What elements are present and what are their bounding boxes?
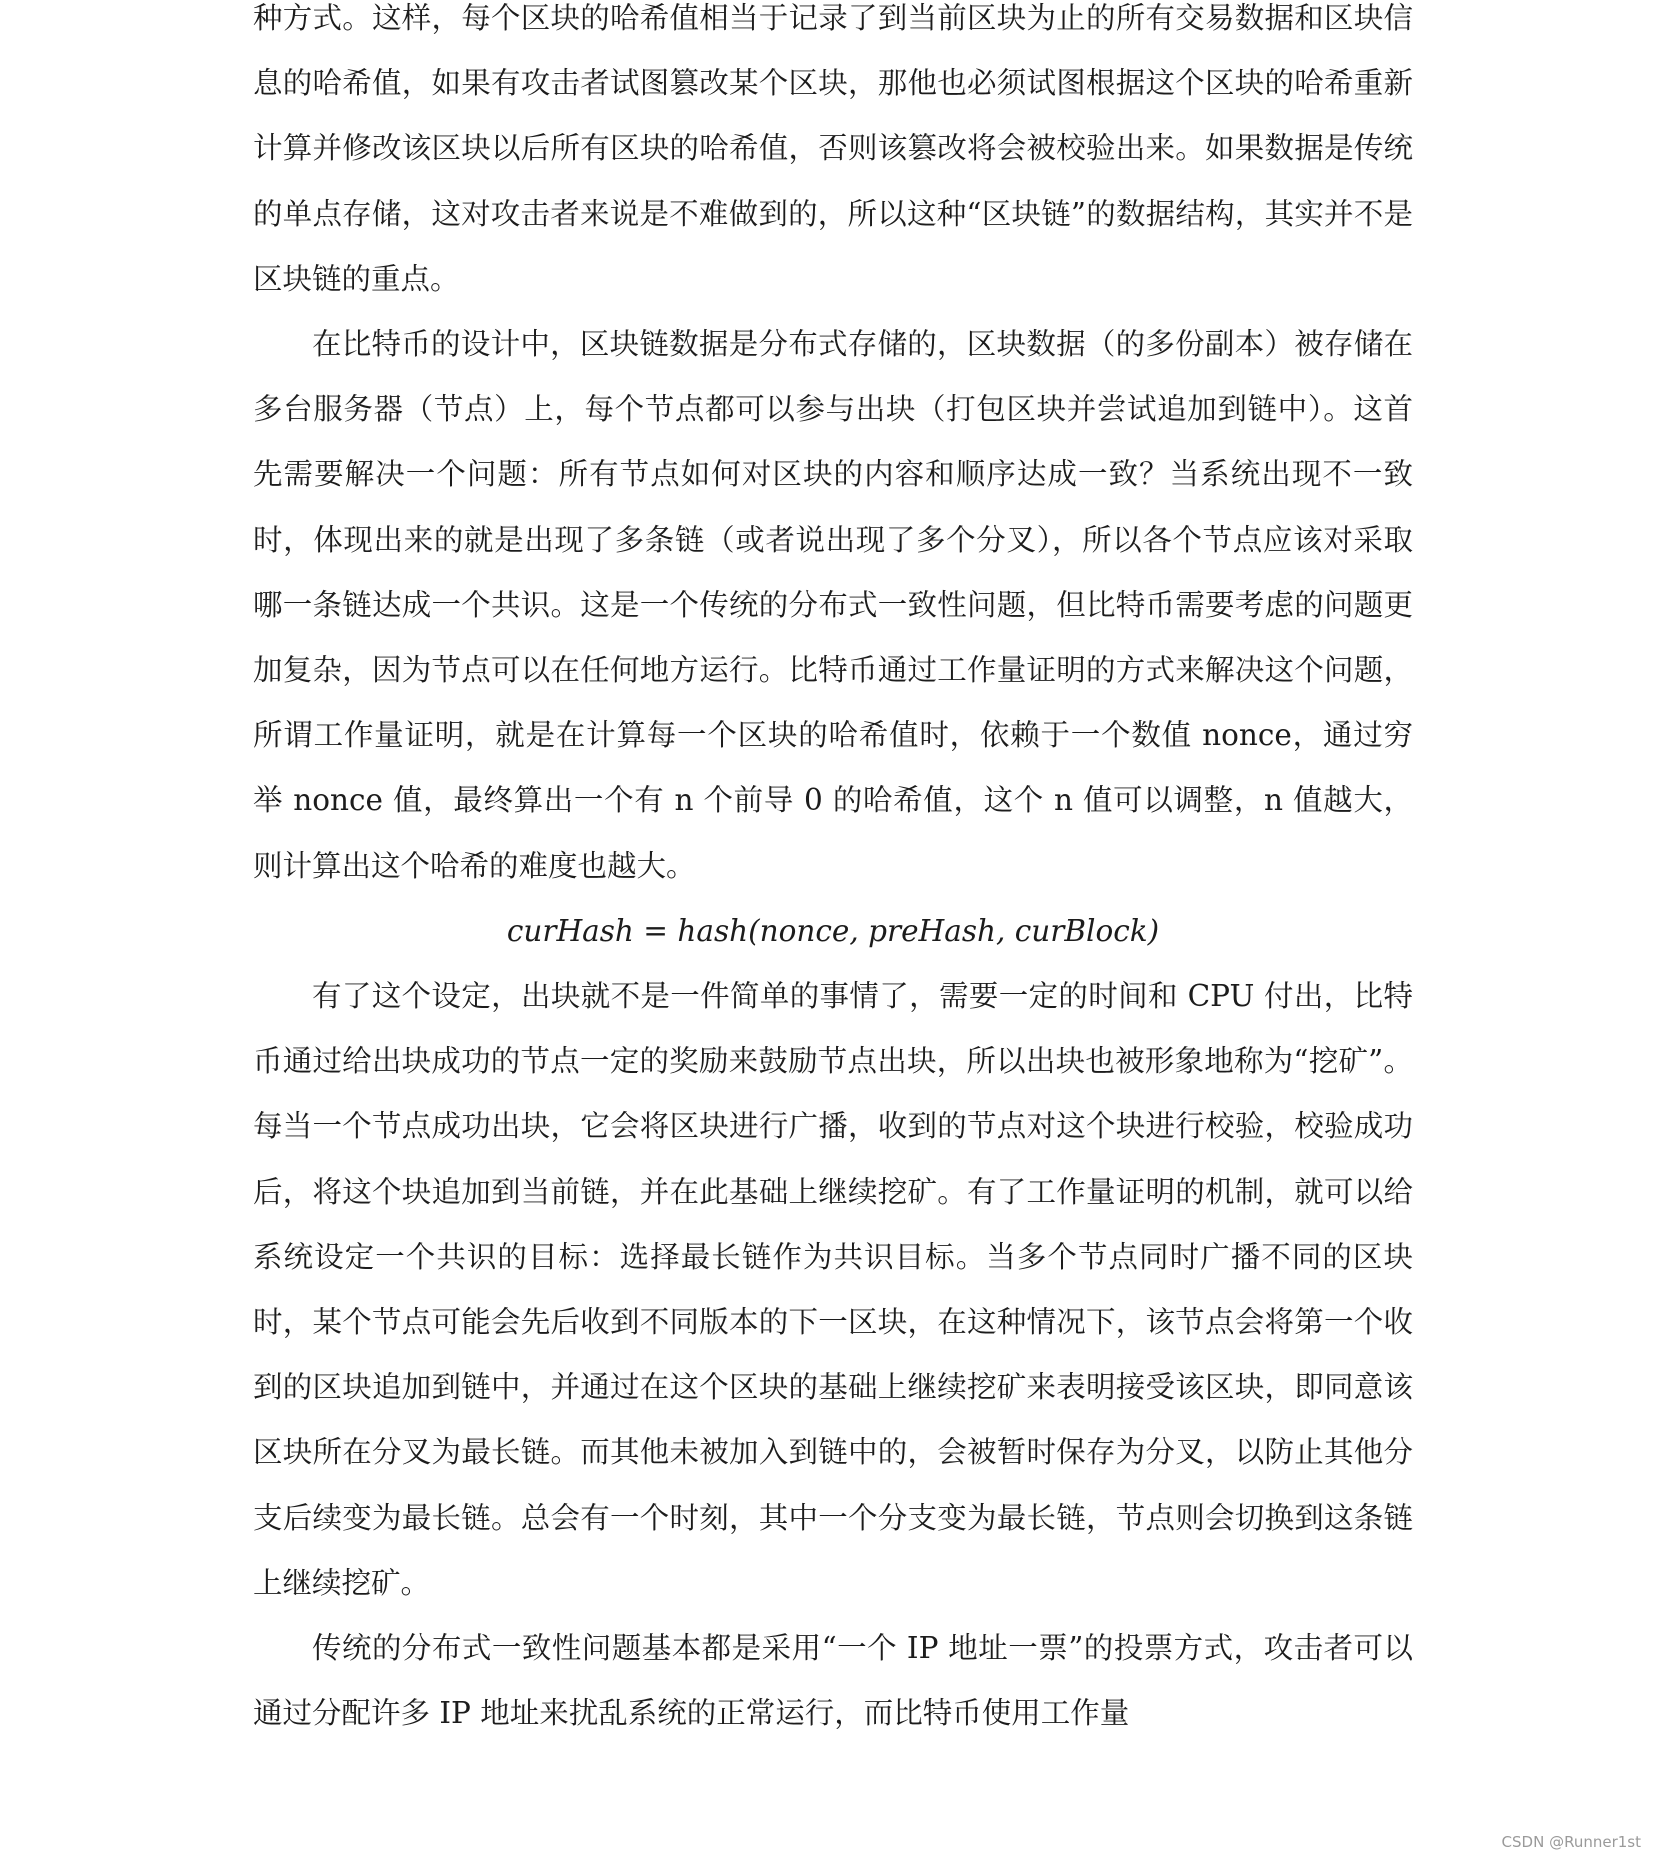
paragraph-proof-of-work: 在比特币的设计中，区块链数据是分布式存储的，区块数据（的多份副本）被存储在多台服务器（节点）上，每个节点都可以参与出块（打包区块并尝试追加到链中）。这首先需要解决一个问题：所有节点如何对区块的内容和顺序达成一致？当系统出现不一致时，体现出来的就是出现了多条链（或者说出现了多个分叉），所以各个节点应该对采取哪一条链达成一个共识。这是一个传统的分布式一致性问题，但比特币需要考虑的问题更加复杂，因为节点可以在任何地方运行。比特币通过工作量证明的方式来解决这个问题，所谓工作量证明，就是在计算每一个区块的哈希值时，依赖于一个数值 nonce，通过穷举 nonce 值，最终算出一个有 n 个前导 0 的哈希值，这个 n 值可以调整，n 值越大，则计算出这个哈希的难度也越大。 — [253, 327, 1413, 883]
paragraph-hash-chain: 种方式。这样，每个区块的哈希值相当于记录了到当前区块为止的所有交易数据和区块信息的哈希值，如果有攻击者试图篡改某个区块，那他也必须试图根据这个区块的哈希重新计算并修改该区块以后所有区块的哈希值，否则该篡改将会被校验出来。如果数据是传统的单点存储，这对攻击者来说是不难做到的，所以这种“区块链”的数据结构，其实并不是区块链的重点。 — [253, 1, 1413, 296]
hash-equation: curHash = hash(nonce, preHash, curBlock) — [506, 913, 1160, 948]
csdn-watermark: CSDN @Runner1st — [1501, 1833, 1641, 1851]
paragraph-mining: 有了这个设定，出块就不是一件简单的事情了，需要一定的时间和 CPU 付出，比特币通过给出块成功的节点一定的奖励来鼓励节点出块，所以出块也被形象地称为“挖矿”。每当一个节点成功出块，它会将区块进行广播，收到的节点对这个块进行校验，校验成功后，将这个块追加到当前链，并在此基础上继续挖矿。有了工作量证明的机制，就可以给系统设定一个共识的目标：选择最长链作为共识目标。当多个节点同时广播不同的区块时，某个节点可能会先后收到不同版本的下一区块，在这种情况下，该节点会将第一个收到的区块追加到链中，并通过在这个区块的基础上继续挖矿来表明接受该区块，即同意该区块所在分叉为最长链。而其他未被加入到链中的，会被暂时保存为分叉，以防止其他分支后续变为最长链。总会有一个时刻，其中一个分支变为最长链，节点则会切换到这条链上继续挖矿。 — [253, 979, 1413, 1600]
paragraph-voting: 传统的分布式一致性问题基本都是采用“一个 IP 地址一票”的投票方式，攻击者可以通过分配许多 IP 地址来扰乱系统的正常运行，而比特币使用工作量 — [253, 1631, 1413, 1731]
document-page — [253, 0, 1413, 1746]
